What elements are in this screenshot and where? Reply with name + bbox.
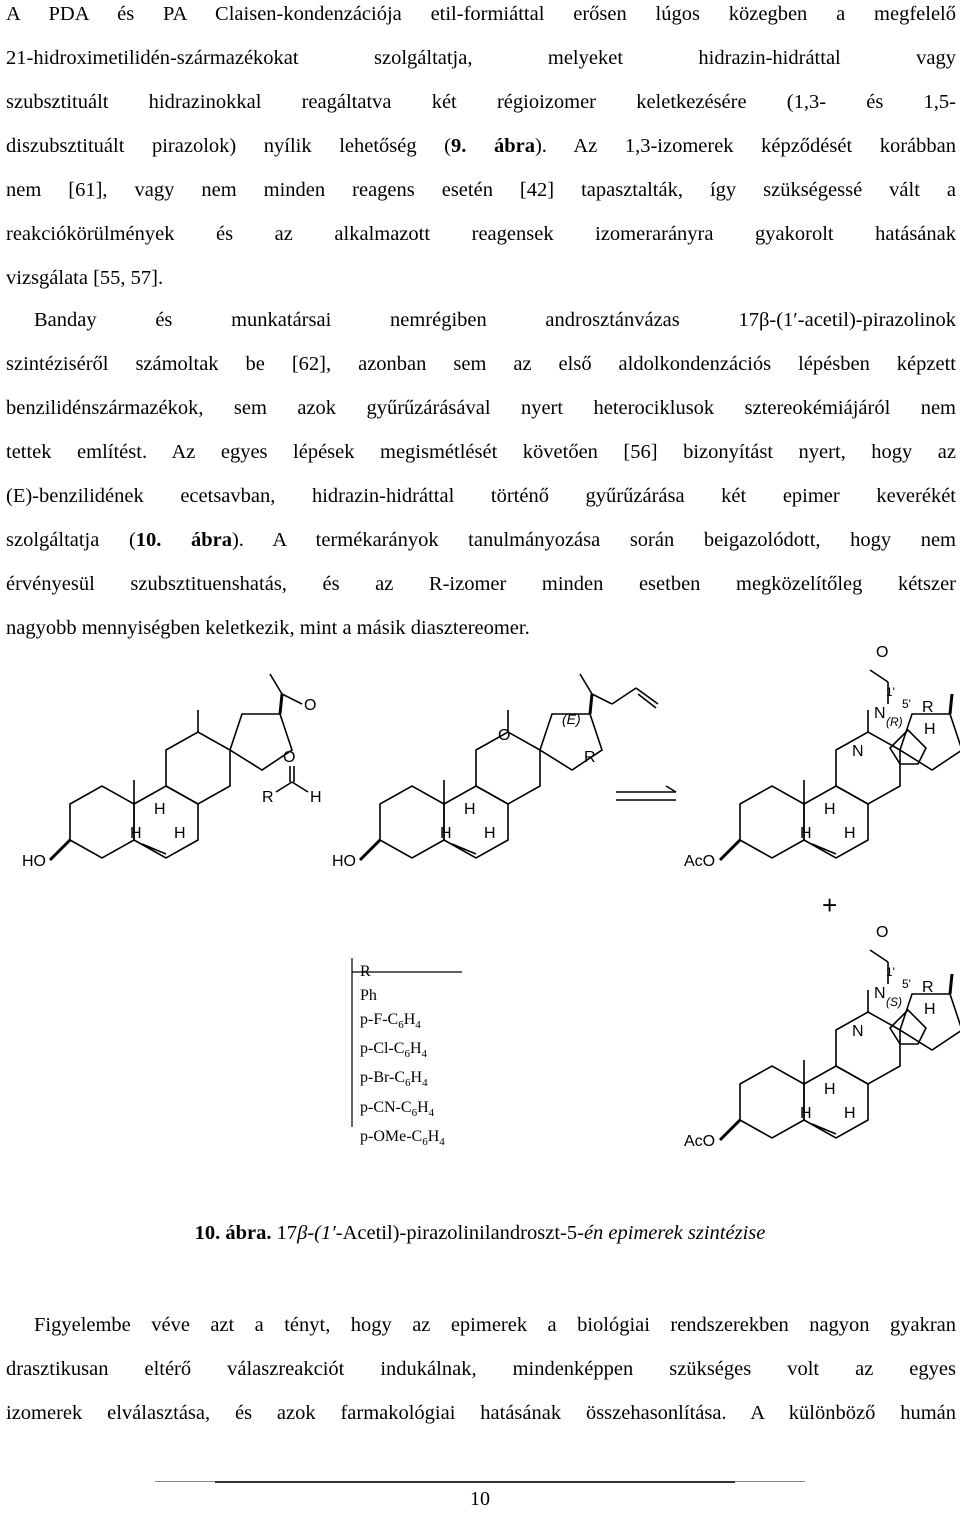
atom-label: AcO: [684, 1133, 716, 1150]
figure-ref: 9. ábra: [451, 135, 535, 157]
stereo-label: (R): [886, 715, 903, 729]
figure-caption: 10. ábra. 17β-(1′-Acetil)-pirazolinilandroszt-5-én epimerek szintézise: [194, 1222, 766, 1244]
substituent-table: [360, 960, 445, 1154]
atom-label: H: [464, 801, 476, 818]
atom-label: N: [852, 1023, 864, 1040]
reaction-arrow: [616, 786, 676, 800]
plus-sign: +: [822, 890, 838, 920]
table-row: $p-Br-C_6H_4$: [360, 1069, 428, 1090]
atom-label: H: [844, 825, 856, 842]
atom-label: AcO: [684, 853, 716, 870]
text-line: Banday és munkatársai nemrégiben androsztánvázas 17β-(1′-acetil)-pirazolinok: [34, 309, 956, 331]
caption-label: 10. ábra.: [194, 1222, 272, 1244]
locant-label: 1': [886, 965, 895, 979]
atom-label: H: [924, 721, 936, 738]
atom-label: H: [824, 801, 836, 818]
text-line: tettek említést. Az egyes lépések megismétlését követően [56] bizonyítást nyert, hogy az: [6, 441, 956, 463]
page-number: 10: [470, 1488, 490, 1510]
table-row: $p-OMe-C_6H_4$: [360, 1127, 445, 1148]
text-line: Figyelembe véve azt a tényt, hogy az epimerek a biológiai rendszerekben nagyon gyakran: [34, 1314, 956, 1336]
figure-ref: 10. ábra: [135, 529, 232, 551]
footer-rule: [215, 1481, 735, 1483]
atom-label: O: [498, 727, 511, 744]
table-row: $p-F-C_6H_4$: [360, 1011, 421, 1032]
atom-label: H: [924, 1001, 936, 1018]
atom-label: H: [844, 1105, 856, 1122]
atom-label: R: [262, 789, 274, 806]
text-line: A PDA és PA Claisen-kondenzációja etil-formiáttal erősen lúgos közegben a megfelelő: [6, 3, 956, 25]
paragraph-3: [6, 1303, 956, 1435]
atom-label: H: [800, 1105, 812, 1122]
atom-label: O: [304, 697, 317, 714]
reaction-scheme: [0, 644, 960, 1202]
text-line: szintéziséről számoltak be [62], azonban sem az első aldolkondenzációs lépésben képzett: [6, 353, 956, 375]
text-line: nagyobb mennyiségben keletkezik, mint a másik diasztereomer.: [6, 617, 530, 639]
atom-label: R: [922, 699, 934, 716]
table-row: $p-CN-C_6H_4$: [360, 1098, 435, 1119]
text-line: érvényesül szubsztituenshatás, és az R-izomer minden esetben megközelítőleg kétszer: [6, 573, 956, 595]
table-row: $p-Cl-C_6H_4$: [360, 1040, 428, 1061]
atom-label: R: [584, 749, 596, 766]
stereo-label: (E): [562, 711, 581, 727]
atom-label: HO: [22, 853, 46, 870]
locant-label: 5': [902, 697, 911, 711]
atom-label: H: [824, 1081, 836, 1098]
atom-label: O: [283, 749, 296, 766]
text-line: (E)-benzilidének ecetsavban, hidrazin-hidráttal történő gyűrűzárása két epimer keverékét: [6, 485, 956, 507]
atom-label: O: [876, 924, 889, 941]
text-line: izomerek elválasztása, és azok farmakológiai hatásának összehasonlítása. A különböző humán: [6, 1402, 956, 1424]
table-header: R: [360, 963, 371, 980]
text-line: 21-hidroximetilidén-származékokat szolgáltatja, melyeket hidrazin-hidráttal vagy: [6, 47, 956, 69]
table-row: Ph: [360, 987, 377, 1004]
atom-label: H: [174, 825, 186, 842]
atom-label: H: [440, 825, 452, 842]
atom-label: H: [484, 825, 496, 842]
atom-label: H: [130, 825, 142, 842]
locant-label: 1': [886, 685, 895, 699]
aldehyde: [262, 749, 322, 806]
atom-label: HO: [332, 853, 356, 870]
text-line: vizsgálata [55, 57].: [6, 267, 164, 289]
atom-label: H: [154, 801, 166, 818]
stereo-label: (S): [886, 995, 902, 1009]
text-line: benzilidénszármazékok, sem azok gyűrűzárásával nyert heterociklusok sztereokémiájáról nem: [6, 397, 956, 419]
text-line: szolgáltatja (10. ábra). A termékarányok tanulmányozása során beigazolódott, hogy nem: [6, 529, 956, 551]
text-line: drasztikusan eltérő válaszreakciót indukálnak, mindenképpen szükséges volt az egyes: [6, 1358, 956, 1380]
text-line: reakciókörülmények és az alkalmazott reagensek izomerarányra gyakorolt hatásának: [6, 223, 956, 245]
text-line: diszubsztituált pirazolok) nyílik lehetőség (9. ábra). Az 1,3-izomerek képződését korábban: [6, 135, 957, 157]
atom-label: N: [874, 985, 886, 1002]
text-line: szubsztituált hidrazinokkal reagáltatva két régioizomer keletkezésére (1,3- és 1,5-: [6, 91, 956, 113]
atom-label: R: [922, 979, 934, 996]
atom-label: N: [852, 743, 864, 760]
paragraph-1: [6, 0, 956, 300]
atom-label: O: [876, 644, 889, 661]
locant-label: 5': [902, 977, 911, 991]
atom-label: H: [800, 825, 812, 842]
paragraph-2: [6, 298, 956, 650]
text-line: nem [61], vagy nem minden reagens esetén [42] tapasztalták, így szükségessé vált a: [6, 179, 956, 201]
atom-label: H: [310, 789, 322, 806]
atom-label: N: [874, 705, 886, 722]
